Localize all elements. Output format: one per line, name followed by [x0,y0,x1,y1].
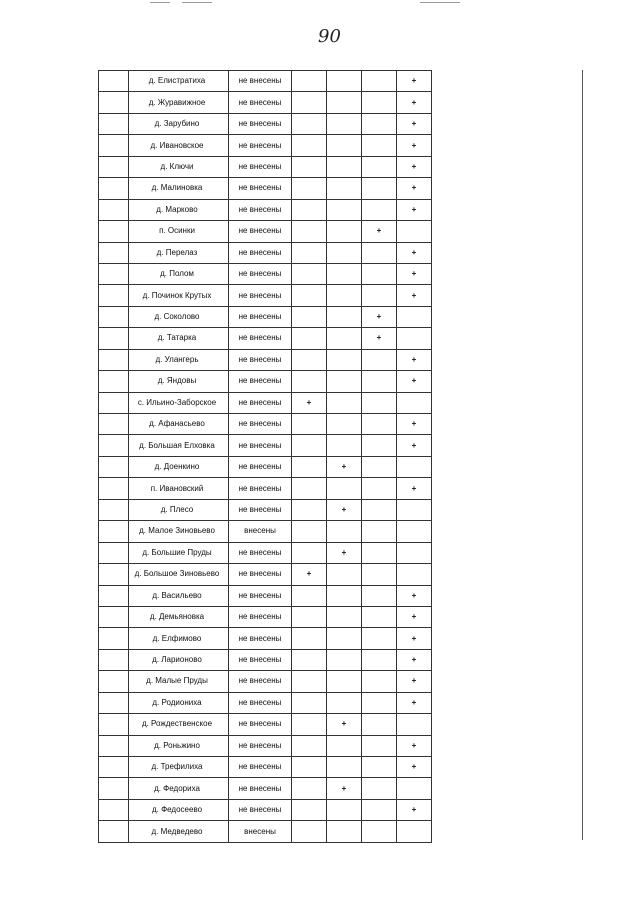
table-row [99,242,432,263]
mark-cell-4 [397,306,432,327]
row-index-cell [99,692,129,713]
mark-cell-1 [292,285,327,306]
status-cell: не внесены [229,306,292,327]
mark-cell-4 [397,714,432,735]
settlement-name-cell: д. Трефилиха [129,757,229,778]
mark-cell-3 [362,499,397,520]
page-number: 90 [318,26,341,47]
mark-cell-3 [362,349,397,370]
mark-cell-3 [362,799,397,820]
status-cell: не внесены [229,585,292,606]
mark-cell-4: + [397,263,432,284]
settlement-name-cell: д. Елфимово [129,628,229,649]
table-row [99,263,432,284]
table-row [99,671,432,692]
table-row [99,478,432,499]
mark-cell-2 [327,606,362,627]
mark-cell-2 [327,692,362,713]
status-cell: не внесены [229,199,292,220]
mark-cell-2: + [327,778,362,799]
settlement-name-cell: д. Татарка [129,328,229,349]
row-index-cell [99,478,129,499]
row-index-cell [99,156,129,177]
row-index-cell [99,349,129,370]
mark-cell-4: + [397,135,432,156]
mark-cell-4: + [397,285,432,306]
row-index-cell [99,242,129,263]
mark-cell-1 [292,585,327,606]
row-index-cell [99,585,129,606]
mark-cell-2 [327,414,362,435]
mark-cell-3 [362,371,397,392]
settlement-name-cell: п. Ивановский [129,478,229,499]
row-index-cell [99,757,129,778]
mark-cell-3 [362,135,397,156]
mark-cell-3 [362,263,397,284]
settlement-name-cell: д. Починок Крутых [129,285,229,306]
status-cell: не внесены [229,156,292,177]
mark-cell-4: + [397,671,432,692]
settlement-name-cell: д. Журавижное [129,92,229,113]
mark-cell-1: + [292,564,327,585]
mark-cell-2 [327,242,362,263]
mark-cell-4: + [397,242,432,263]
table-row [99,306,432,327]
table-row [99,456,432,477]
row-index-cell [99,392,129,413]
mark-cell-3 [362,628,397,649]
mark-cell-1 [292,778,327,799]
mark-cell-2 [327,113,362,134]
mark-cell-2 [327,392,362,413]
mark-cell-3 [362,542,397,563]
mark-cell-3 [362,92,397,113]
mark-cell-1 [292,606,327,627]
table-row [99,221,432,242]
mark-cell-1 [292,671,327,692]
mark-cell-2 [327,671,362,692]
row-index-cell [99,671,129,692]
status-cell: не внесены [229,757,292,778]
mark-cell-4: + [397,71,432,92]
mark-cell-1 [292,92,327,113]
mark-cell-2 [327,585,362,606]
mark-cell-4 [397,499,432,520]
mark-cell-1 [292,456,327,477]
mark-cell-4: + [397,414,432,435]
mark-cell-1 [292,542,327,563]
table-row [99,778,432,799]
mark-cell-4: + [397,606,432,627]
mark-cell-1 [292,349,327,370]
table-row [99,135,432,156]
mark-cell-1 [292,199,327,220]
mark-cell-3 [362,435,397,456]
table-row [99,499,432,520]
settlement-name-cell: д. Ларионово [129,649,229,670]
mark-cell-4: + [397,92,432,113]
settlement-name-cell: д. Большая Елховка [129,435,229,456]
mark-cell-4 [397,564,432,585]
row-index-cell [99,92,129,113]
row-index-cell [99,735,129,756]
settlement-name-cell: д. Малые Пруды [129,671,229,692]
mark-cell-2 [327,649,362,670]
table-row [99,156,432,177]
settlement-name-cell: д. Плесо [129,499,229,520]
mark-cell-1 [292,306,327,327]
settlement-name-cell: д. Большие Пруды [129,542,229,563]
settlement-name-cell: д. Родиониха [129,692,229,713]
mark-cell-1 [292,499,327,520]
table-row [99,521,432,542]
settlement-name-cell: д. Медведево [129,821,229,842]
mark-cell-1 [292,242,327,263]
status-cell: не внесены [229,92,292,113]
status-cell: не внесены [229,328,292,349]
mark-cell-4: + [397,757,432,778]
mark-cell-4 [397,328,432,349]
mark-cell-1 [292,714,327,735]
settlement-name-cell: д. Демьяновка [129,606,229,627]
mark-cell-1 [292,435,327,456]
table-body [99,71,432,843]
status-cell: не внесены [229,564,292,585]
mark-cell-2 [327,263,362,284]
row-index-cell [99,113,129,134]
mark-cell-2 [327,156,362,177]
table-row [99,328,432,349]
mark-cell-1 [292,178,327,199]
table-row [99,435,432,456]
settlement-name-cell: д. Большое Зиновьево [129,564,229,585]
status-cell: не внесены [229,671,292,692]
mark-cell-3 [362,456,397,477]
mark-cell-3 [362,735,397,756]
settlement-name-cell: д. Федориха [129,778,229,799]
table-row [99,349,432,370]
settlement-name-cell: д. Зарубино [129,113,229,134]
mark-cell-1 [292,799,327,820]
mark-cell-1 [292,821,327,842]
settlements-table [98,70,432,843]
table-row [99,821,432,842]
row-index-cell [99,521,129,542]
status-cell: не внесены [229,285,292,306]
table-row [99,606,432,627]
row-index-cell [99,371,129,392]
table-row [99,799,432,820]
mark-cell-4: + [397,435,432,456]
mark-cell-3 [362,564,397,585]
table-row [99,542,432,563]
mark-cell-3 [362,113,397,134]
mark-cell-3 [362,606,397,627]
status-cell: не внесены [229,735,292,756]
mark-cell-2: + [327,542,362,563]
status-cell: не внесены [229,778,292,799]
row-index-cell [99,649,129,670]
status-cell: не внесены [229,414,292,435]
mark-cell-2 [327,199,362,220]
mark-cell-3: + [362,306,397,327]
mark-cell-4: + [397,199,432,220]
table-row [99,628,432,649]
settlement-name-cell: д. Перелаз [129,242,229,263]
settlement-name-cell: д. Марково [129,199,229,220]
mark-cell-4: + [397,349,432,370]
mark-cell-4 [397,392,432,413]
row-index-cell [99,542,129,563]
row-index-cell [99,178,129,199]
row-index-cell [99,328,129,349]
row-index-cell [99,821,129,842]
mark-cell-4 [397,821,432,842]
mark-cell-2: + [327,456,362,477]
mark-cell-2 [327,328,362,349]
mark-cell-3 [362,757,397,778]
status-cell: не внесены [229,714,292,735]
mark-cell-3 [362,649,397,670]
settlement-name-cell: п. Осинки [129,221,229,242]
status-cell: не внесены [229,606,292,627]
status-cell: не внесены [229,499,292,520]
mark-cell-1 [292,371,327,392]
status-cell: не внесены [229,371,292,392]
mark-cell-4: + [397,628,432,649]
settlement-name-cell: д. Рождественское [129,714,229,735]
mark-cell-1 [292,757,327,778]
mark-cell-2 [327,478,362,499]
row-index-cell [99,714,129,735]
table-row [99,585,432,606]
mark-cell-3 [362,521,397,542]
mark-cell-2 [327,349,362,370]
mark-cell-4: + [397,113,432,134]
mark-cell-1 [292,156,327,177]
scan-top-mark [150,2,170,3]
row-index-cell [99,263,129,284]
mark-cell-4 [397,456,432,477]
row-index-cell [99,499,129,520]
mark-cell-1 [292,692,327,713]
status-cell: не внесены [229,799,292,820]
mark-cell-3 [362,285,397,306]
row-index-cell [99,285,129,306]
table-row [99,649,432,670]
settlement-name-cell: д. Елистратиха [129,71,229,92]
table-row [99,757,432,778]
mark-cell-2 [327,306,362,327]
settlement-name-cell: д. Доенкино [129,456,229,477]
settlement-name-cell: д. Ивановское [129,135,229,156]
table-row [99,714,432,735]
mark-cell-4: + [397,649,432,670]
mark-cell-1 [292,414,327,435]
settlement-name-cell: с. Ильино-Заборское [129,392,229,413]
status-cell: не внесены [229,349,292,370]
status-cell: не внесены [229,542,292,563]
mark-cell-3 [362,778,397,799]
row-index-cell [99,71,129,92]
row-index-cell [99,221,129,242]
mark-cell-2: + [327,499,362,520]
mark-cell-3 [362,692,397,713]
settlement-name-cell: д. Афанасьево [129,414,229,435]
mark-cell-1 [292,135,327,156]
mark-cell-1 [292,735,327,756]
mark-cell-4: + [397,799,432,820]
settlement-name-cell: д. Яндовы [129,371,229,392]
status-cell: внесены [229,521,292,542]
table-row [99,285,432,306]
mark-cell-4: + [397,585,432,606]
settlement-name-cell: д. Улангерь [129,349,229,370]
mark-cell-3 [362,199,397,220]
scan-top-mark [420,2,460,3]
mark-cell-4 [397,542,432,563]
mark-cell-4 [397,778,432,799]
mark-cell-2 [327,564,362,585]
mark-cell-3 [362,178,397,199]
mark-cell-1 [292,478,327,499]
mark-cell-1 [292,71,327,92]
table-row [99,113,432,134]
row-index-cell [99,456,129,477]
mark-cell-2 [327,521,362,542]
mark-cell-4: + [397,178,432,199]
table-row [99,692,432,713]
mark-cell-3 [362,71,397,92]
mark-cell-2 [327,92,362,113]
mark-cell-3 [362,414,397,435]
status-cell: не внесены [229,71,292,92]
mark-cell-2 [327,221,362,242]
mark-cell-2 [327,178,362,199]
table-row [99,414,432,435]
table-row [99,564,432,585]
status-cell: не внесены [229,435,292,456]
settlement-name-cell: д. Малое Зиновьево [129,521,229,542]
mark-cell-1 [292,113,327,134]
mark-cell-2: + [327,714,362,735]
table-row [99,392,432,413]
row-index-cell [99,435,129,456]
mark-cell-3 [362,478,397,499]
settlement-name-cell: д. Полом [129,263,229,284]
row-index-cell [99,306,129,327]
settlement-name-cell: д. Роньжино [129,735,229,756]
mark-cell-3 [362,585,397,606]
mark-cell-3 [362,821,397,842]
status-cell: не внесены [229,135,292,156]
status-cell: не внесены [229,242,292,263]
mark-cell-3 [362,714,397,735]
mark-cell-1 [292,628,327,649]
mark-cell-4: + [397,478,432,499]
mark-cell-1 [292,328,327,349]
mark-cell-2 [327,285,362,306]
mark-cell-2 [327,735,362,756]
row-index-cell [99,628,129,649]
row-index-cell [99,799,129,820]
mark-cell-2 [327,628,362,649]
mark-cell-4 [397,221,432,242]
mark-cell-4 [397,521,432,542]
scan-top-mark [182,2,212,3]
table-row [99,735,432,756]
table-row [99,371,432,392]
status-cell: не внесены [229,628,292,649]
mark-cell-2 [327,799,362,820]
status-cell: не внесены [229,113,292,134]
table-row [99,199,432,220]
row-index-cell [99,199,129,220]
status-cell: не внесены [229,263,292,284]
table-row [99,92,432,113]
mark-cell-1: + [292,392,327,413]
mark-cell-3: + [362,221,397,242]
mark-cell-1 [292,221,327,242]
status-cell: не внесены [229,221,292,242]
mark-cell-3 [362,671,397,692]
mark-cell-1 [292,521,327,542]
mark-cell-2 [327,757,362,778]
status-cell: не внесены [229,392,292,413]
mark-cell-4: + [397,692,432,713]
row-index-cell [99,414,129,435]
settlement-name-cell: д. Васильево [129,585,229,606]
status-cell: не внесены [229,478,292,499]
mark-cell-1 [292,263,327,284]
mark-cell-2 [327,821,362,842]
row-index-cell [99,606,129,627]
table-row [99,178,432,199]
row-index-cell [99,135,129,156]
mark-cell-2 [327,435,362,456]
row-index-cell [99,778,129,799]
mark-cell-2 [327,371,362,392]
mark-cell-2 [327,71,362,92]
status-cell: не внесены [229,649,292,670]
mark-cell-2 [327,135,362,156]
status-cell: не внесены [229,456,292,477]
row-index-cell [99,564,129,585]
mark-cell-3: + [362,328,397,349]
status-cell: внесены [229,821,292,842]
mark-cell-3 [362,392,397,413]
mark-cell-4: + [397,735,432,756]
settlement-name-cell: д. Малиновка [129,178,229,199]
mark-cell-1 [292,649,327,670]
status-cell: не внесены [229,178,292,199]
mark-cell-3 [362,242,397,263]
mark-cell-3 [362,156,397,177]
mark-cell-4: + [397,156,432,177]
mark-cell-4: + [397,371,432,392]
table-row [99,71,432,92]
settlement-name-cell: д. Федосеево [129,799,229,820]
settlement-name-cell: д. Соколово [129,306,229,327]
settlement-name-cell: д. Ключи [129,156,229,177]
right-margin-rule [582,70,583,840]
status-cell: не внесены [229,692,292,713]
